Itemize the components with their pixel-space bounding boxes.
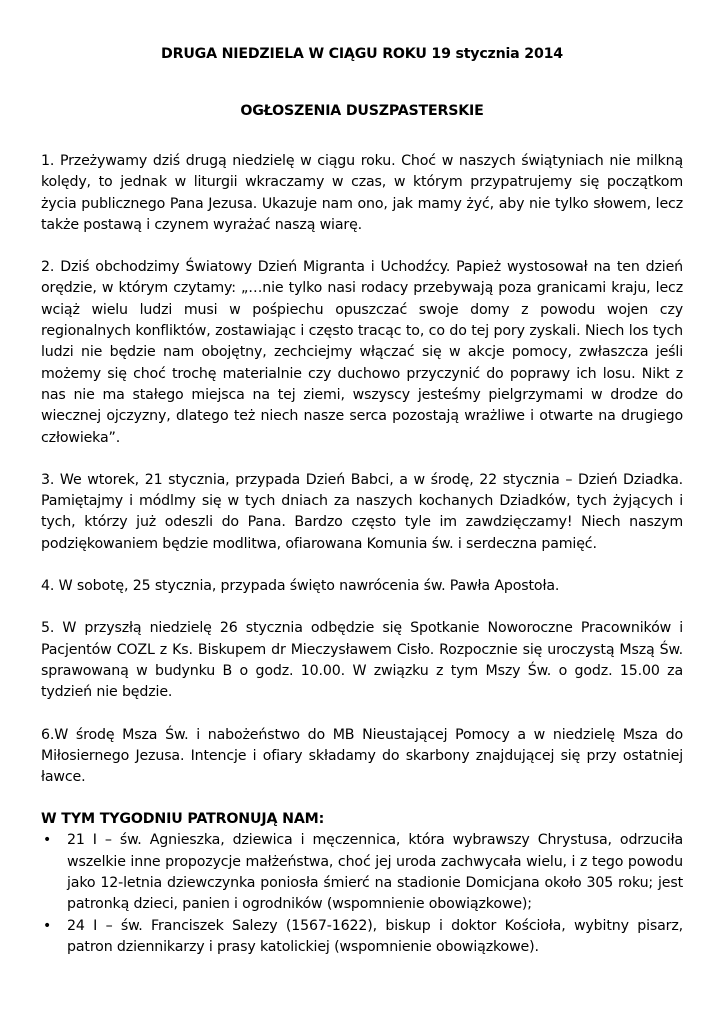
document-title: DRUGA NIEDZIELA W CIĄGU ROKU 19 stycznia 2014 bbox=[161, 46, 563, 62]
document-page bbox=[41, 38, 683, 958]
announcement-paragraph-3: 3. We wtorek, 21 stycznia, przypada Dzień Babci, a w środę, 22 stycznia – Dzień Dziadka. Pamiętajmy i módlmy się w tych dniach za naszych kochanych Dziadków, tych żyjących i tych, którzy już odeszli do Pana. Bardzo często tyle im zawdzięczamy! Niech naszym podziękowaniem będzie modlitwa, ofiarowana Komunia św. i serdeczna pamięć. bbox=[41, 471, 683, 552]
patron-text: 24 I – św. Franciszek Salezy (1567-1622), biskup i doktor Kościoła, wybitny pisarz, patron dziennikarzy i prasy katolickiej (wspomnienie obowiązkowe). bbox=[67, 917, 683, 955]
patrons-heading: W TYM TYGODNIU PATRONUJĄ NAM: bbox=[41, 811, 325, 828]
announcement-paragraph-2: 2. Dziś obchodzimy Światowy Dzień Migranta i Uchodźcy. Papież wystosował na ten dzień orędzie, w którym czytamy: „…nie tylko nasi rodacy przebywają poza granicami kraju, lecz wciąż wielu ludzi musi w pośpiechu opuszczać swoje domy z powodu wojen czy regionalnych konfliktów, zostawiając i często tracąc to, co do tej pory zyskali. Niech los tych ludzi nie będzie nam obojętny, zechciejmy włączać się w akcje pomocy, zwłaszcza jeśli możemy się choć trochę materialnie czy duchowo przyczynić do poprawy ich losu. Nikt z nas nie ma stałego miejsca na tej ziemi, wszyscy jesteśmy pielgrzymami w drodze do wiecznej ojczyzny, dlatego też niech nasze serca pozostają wrażliwe i otwarte na drugiego człowieka”. bbox=[41, 259, 683, 446]
announcement-paragraph-6: 6.W środę Msza Św. i nabożeństwo do MB Nieustającej Pomocy a w niedzielę Msza do Miłosiernego Jezusa. Intencje i ofiary składamy do skarbony znajdującej się przy ostatniej ławce. bbox=[41, 726, 683, 786]
document-subtitle: OGŁOSZENIA DUSZPASTERSKIE bbox=[240, 103, 484, 119]
announcement-paragraph-5: 5. W przyszłą niedzielę 26 stycznia odbędzie się Spotkanie Noworoczne Pracowników i Pacjentów COZL z Ks. Biskupem dr Mieczysławem Cisło. Rozpocznie się uroczystą Mszą Św. sprawowaną w budynku B o godz. 10.00. W związku z tym Mszy Św. o godz. 15.00 za tydzień nie będzie. bbox=[41, 620, 683, 701]
patrons-list bbox=[41, 830, 683, 958]
list-item bbox=[41, 830, 683, 915]
bullet-icon: • bbox=[43, 832, 52, 849]
bullet-icon: • bbox=[43, 917, 52, 934]
patron-text: 21 I – św. Agnieszka, dziewica i męczennica, która wybrawszy Chrystusa, odrzuciła wszelkie inne propozycje małżeństwa, choć jej uroda zachwycała wielu, i z tego powodu jako 12-letnia dziewczynka poniosła śmierć na stadionie Domicjana około 305 roku; jest patronką dzieci, panien i ogrodników (wspomnienie obowiązkowe); bbox=[67, 832, 683, 913]
announcement-paragraph-4: 4. W sobotę, 25 stycznia, przypada święto nawrócenia św. Pawła Apostoła. bbox=[41, 578, 560, 595]
announcement-paragraph-1: 1. Przeżywamy dziś drugą niedzielę w ciągu roku. Choć w naszych świątyniach nie milkną kolędy, to jednak w liturgii wkraczamy w czas, w którym przypatrujemy się początkom życia publicznego Pana Jezusa. Ukazuje nam ono, jak mamy żyć, aby nie tylko słowem, lecz także postawą i czynem wyrażać naszą wiarę. bbox=[41, 153, 683, 233]
list-item bbox=[41, 916, 683, 959]
